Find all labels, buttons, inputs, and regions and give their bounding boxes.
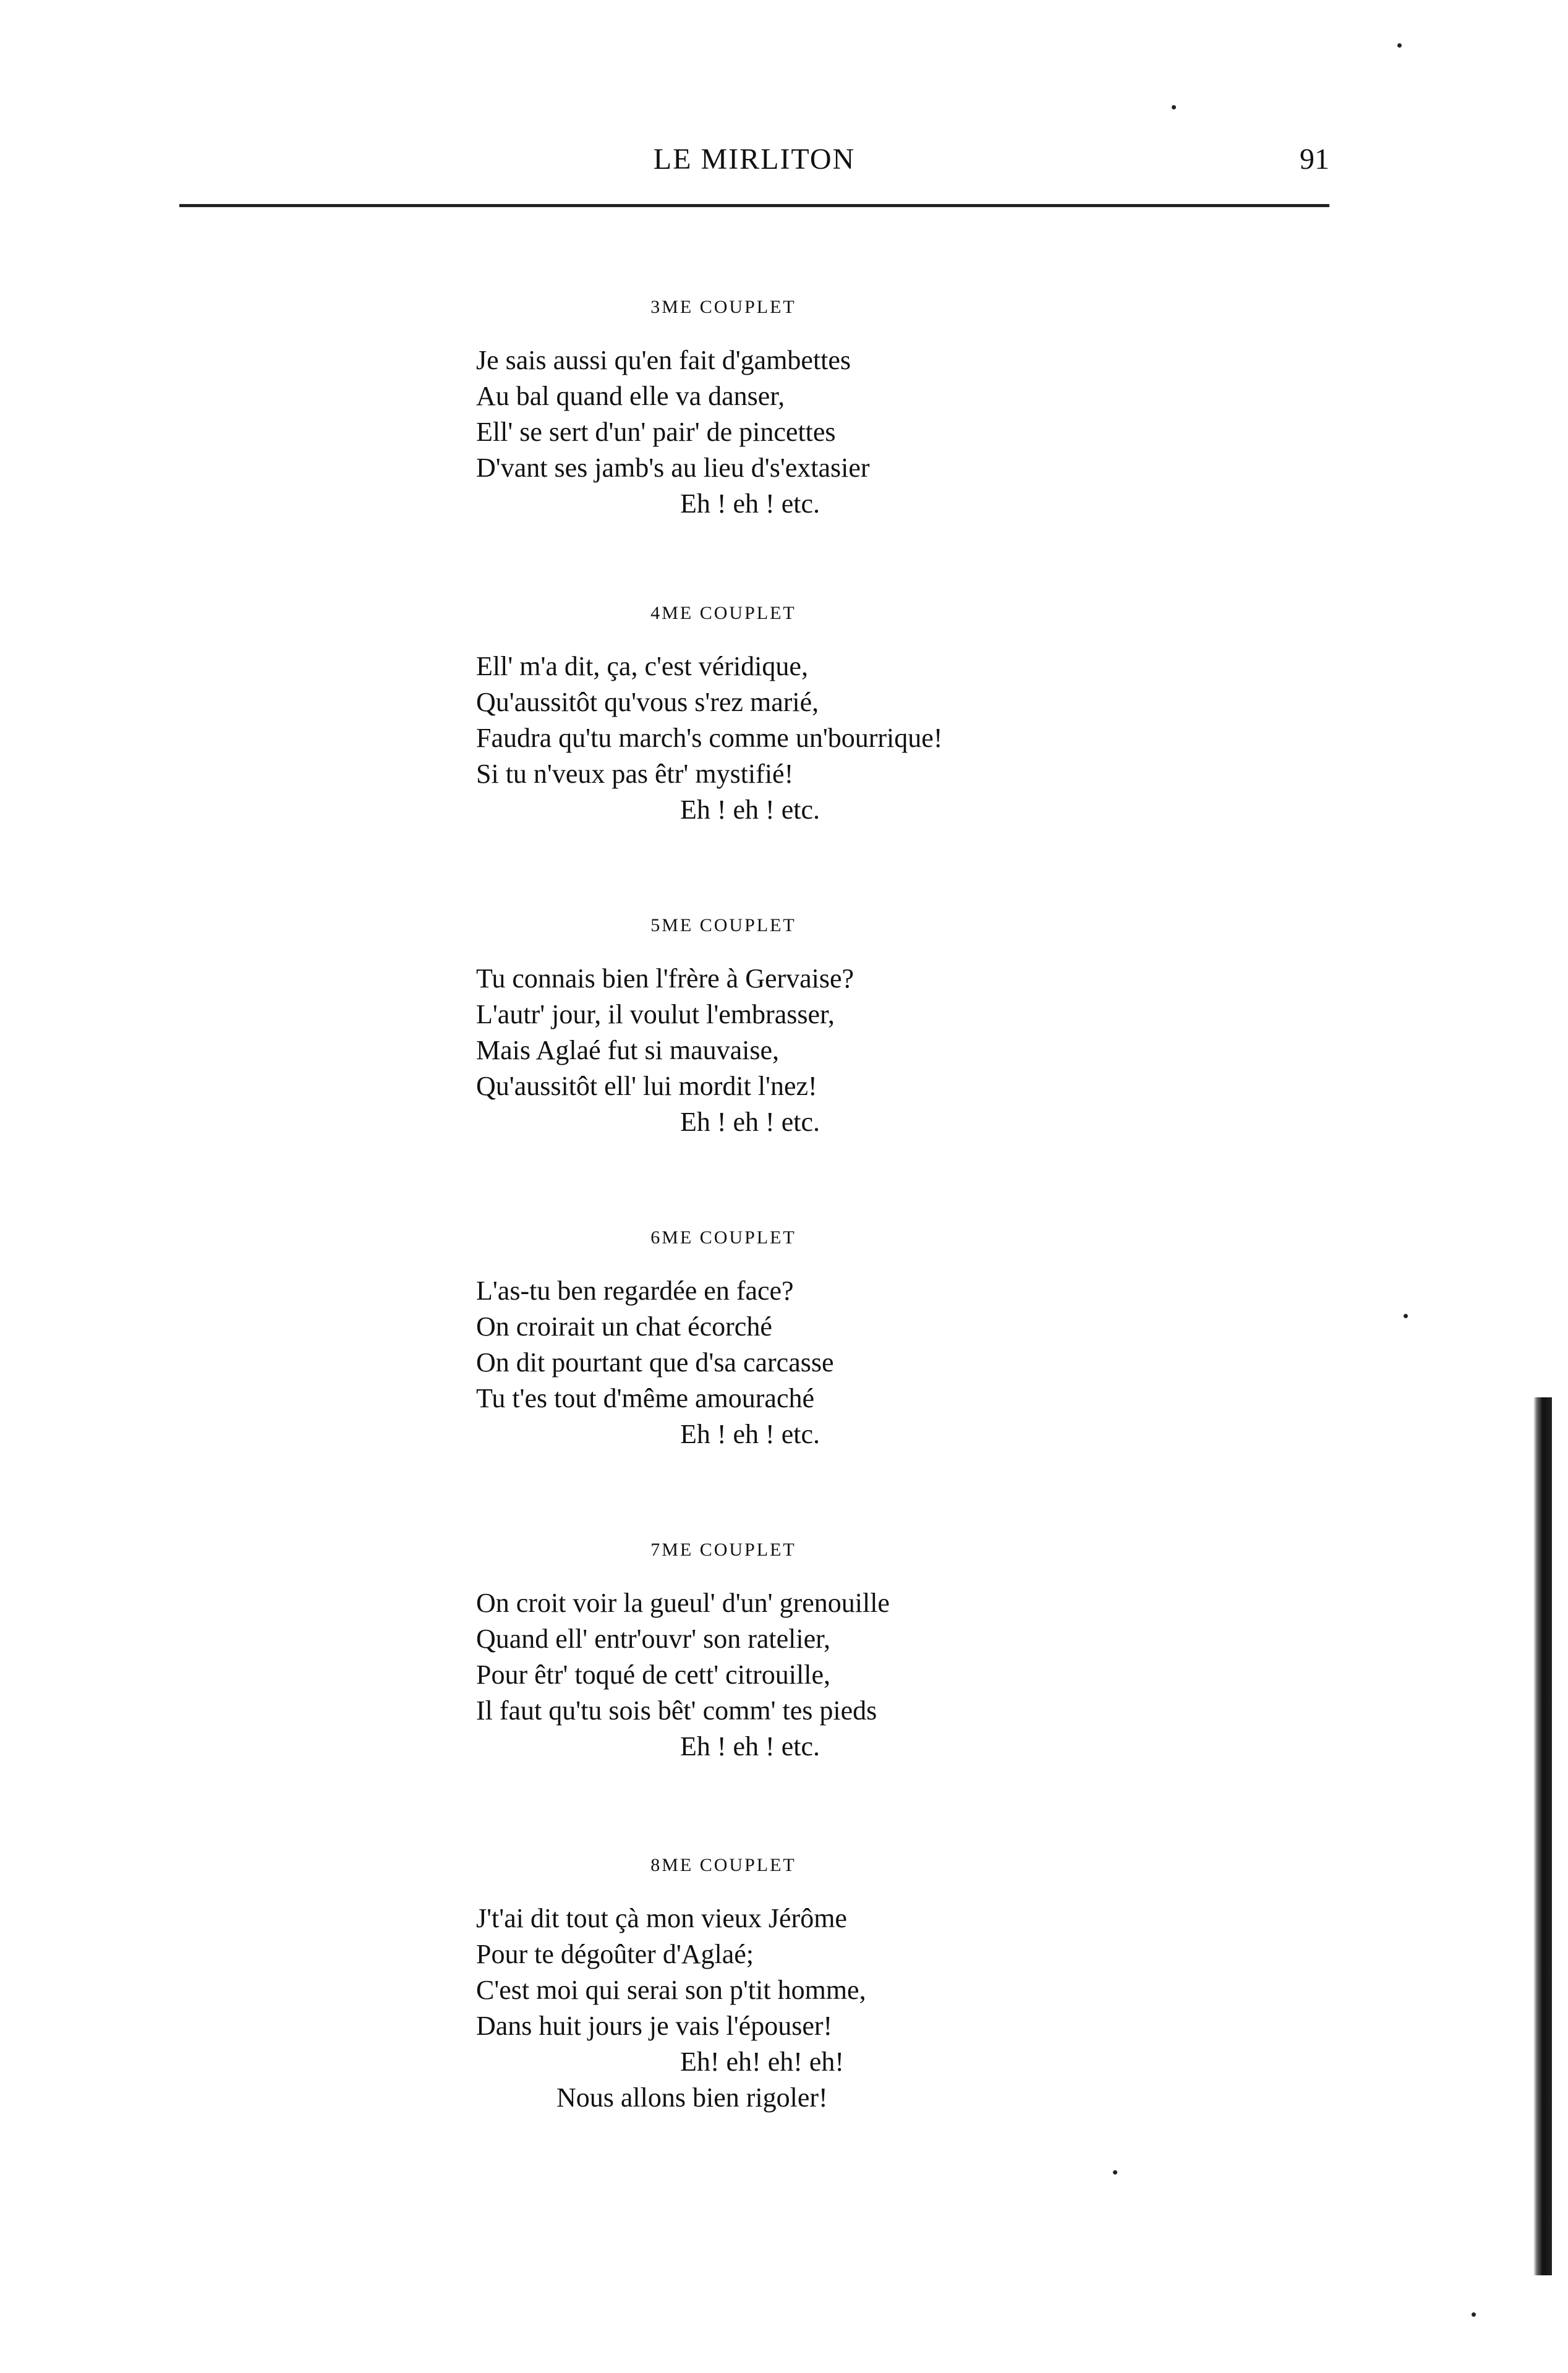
- verse-line: Ell' m'a dit, ça, c'est véridique,: [476, 651, 808, 681]
- stanza-8: [476, 1855, 1094, 2116]
- verse-line: On croit voir la gueul' d'un' grenouille: [476, 1588, 890, 1618]
- verse-line: Au bal quand elle va danser,: [476, 381, 785, 411]
- verse-line: Je sais aussi qu'en fait d'gambettes: [476, 345, 851, 375]
- verse-line: C'est moi qui serai son p'tit homme,: [476, 1975, 866, 2005]
- verse-line: Faudra qu'tu march's comme un'bourrique!: [476, 723, 943, 753]
- scan-speck: [1472, 2312, 1476, 2317]
- verse-line: Tu connais bien l'frère à Gervaise?: [476, 963, 854, 994]
- scan-edge-shadow: [1533, 1397, 1552, 2275]
- verse-line: On croirait un chat écorché: [476, 1311, 772, 1342]
- verse-line: On dit pourtant que d'sa carcasse: [476, 1347, 834, 1378]
- stanza-title: 5ME COUPLET: [650, 915, 796, 935]
- stanza-title: 7ME COUPLET: [650, 1540, 796, 1560]
- verse-line: Qu'aussitôt ell' lui mordit l'nez!: [476, 1071, 817, 1101]
- scan-speck: [1397, 43, 1402, 48]
- final-line: Nous allons bien rigoler!: [556, 2082, 828, 2113]
- verse-line: Qu'aussitôt qu'vous s'rez marié,: [476, 687, 819, 717]
- scan-speck: [1404, 1314, 1408, 1318]
- stanza-title: 8ME COUPLET: [650, 1855, 796, 1875]
- verse-line: L'autr' jour, il voulut l'embrasser,: [476, 999, 835, 1029]
- page-header: [179, 142, 1329, 185]
- scan-speck: [1172, 105, 1176, 109]
- stanza-5: [476, 915, 1094, 1140]
- refrain-line: Eh ! eh ! etc.: [680, 1107, 820, 1137]
- refrain-line: Eh ! eh ! etc.: [680, 488, 820, 519]
- refrain-line: Eh ! eh ! etc.: [680, 1419, 820, 1449]
- stanza-7: [476, 1540, 1094, 1765]
- scan-speck: [1113, 2170, 1117, 2175]
- verse-line: L'as-tu ben regardée en face?: [476, 1276, 794, 1306]
- refrain-line: Eh! eh! eh! eh!: [680, 2047, 845, 2077]
- verse-line: Dans huit jours je vais l'épouser!: [476, 2011, 833, 2041]
- header-rule: [179, 204, 1329, 207]
- refrain-line: Eh ! eh ! etc.: [680, 795, 820, 825]
- verse-line: Il faut qu'tu sois bêt' comm' tes pieds: [476, 1695, 877, 1726]
- verse-line: Si tu n'veux pas êtr' mystifié!: [476, 759, 794, 789]
- page-number: 91: [1300, 143, 1329, 176]
- stanza-4: [476, 603, 1094, 828]
- running-title: LE MIRLITON: [653, 143, 856, 176]
- stanza-3: [476, 297, 1094, 522]
- verse-line: Pour êtr' toqué de cett' citrouille,: [476, 1659, 831, 1690]
- verse-line: Mais Aglaé fut si mauvaise,: [476, 1035, 780, 1065]
- verse-line: Ell' se sert d'un' pair' de pincettes: [476, 417, 836, 447]
- verse-line: D'vant ses jamb's au lieu d's'extasier: [476, 453, 870, 483]
- refrain-line: Eh ! eh ! etc.: [680, 1731, 820, 1762]
- verse-line: Quand ell' entr'ouvr' son ratelier,: [476, 1624, 831, 1654]
- verse-line: Pour te dégoûter d'Aglaé;: [476, 1939, 754, 1969]
- stanza-6: [476, 1227, 1094, 1452]
- stanza-title: 4ME COUPLET: [650, 603, 796, 623]
- stanza-title: 6ME COUPLET: [650, 1227, 796, 1248]
- stanza-title: 3ME COUPLET: [650, 297, 796, 317]
- verse-line: J't'ai dit tout çà mon vieux Jérôme: [476, 1903, 847, 1933]
- verse-line: Tu t'es tout d'même amouraché: [476, 1383, 815, 1413]
